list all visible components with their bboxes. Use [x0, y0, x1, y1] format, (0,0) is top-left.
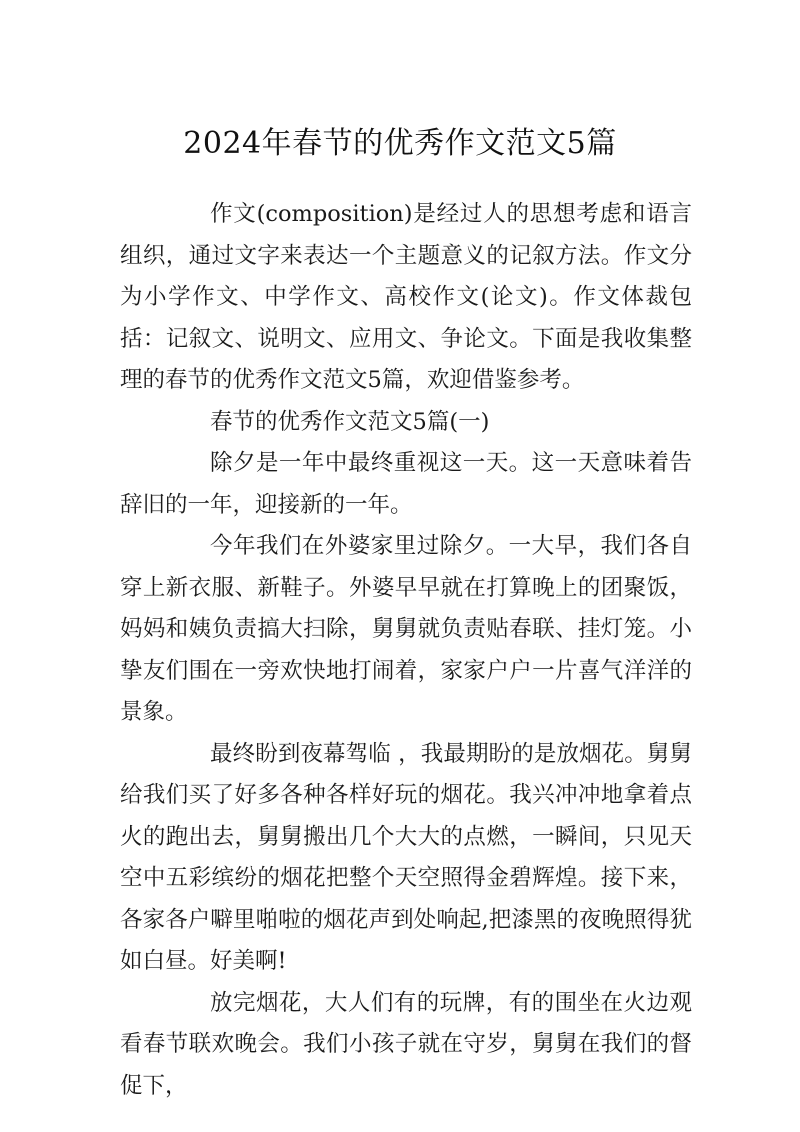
body-paragraph: 放完烟花，大人们有的玩牌，有的围坐在火边观看春节联欢晚会。我们小孩子就在守岁，舅舅在我们的督促下， — [120, 989, 692, 1099]
document-title: 2024年春节的优秀作文范文5篇 — [183, 126, 617, 161]
body-paragraph: 最终盼到夜幕驾临 ，我最期盼的是放烟花。舅舅给我们买了好多各种各样好玩的烟花。我兴冲冲地拿着点火的跑出去，舅舅搬出几个大大的点燃，一瞬间，只见天空中五彩缤纷的烟花把整个天空照得金碧辉煌。接下来，各家各户噼里啪啦的烟花声到处响起,把漆黑的夜晚照得犹如白昼。好美啊! — [120, 740, 692, 974]
document-body — [120, 194, 692, 1107]
intro-paragraph: 作文(composition)是经过人的思想考虑和语言组织，通过文字来表达一个主题意义的记叙方法。作文分为小学作文、中学作文、高校作文(论文)。作文体裁包括：记叙文、说明文、应用文、争论文。下面是我收集整理的春节的优秀作文范文5篇，欢迎借鉴参考。 — [120, 201, 692, 393]
body-paragraph: 今年我们在外婆家里过除夕。一大早，我们各自穿上新衣服、新鞋子。外婆早早就在打算晚上的团聚饭，妈妈和姨负责搞大扫除，舅舅就负责贴春联、挂灯笼。小挚友们围在一旁欢快地打闹着，家家户户一片喜气洋洋的景象。 — [120, 533, 692, 725]
section-heading: 春节的优秀作文范文5篇(一) — [210, 408, 490, 435]
body-paragraph: 除夕是一年中最终重视这一天。这一天意味着告辞旧的一年，迎接新的一年。 — [120, 450, 692, 518]
